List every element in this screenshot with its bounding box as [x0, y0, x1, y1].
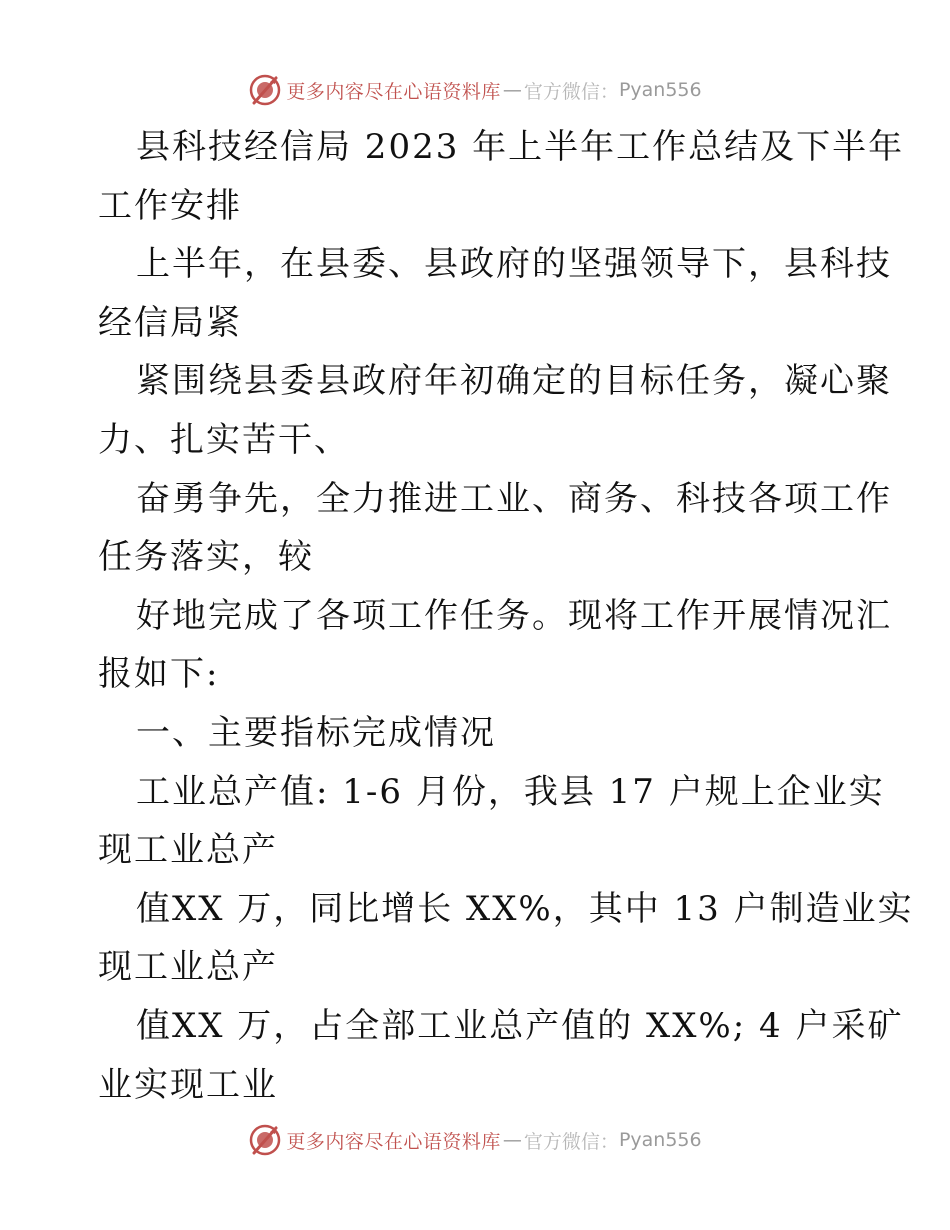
paragraph-line: 任务落实，较 [98, 537, 314, 578]
paragraph-line: 值XX 万，占全部工业总产值的 XX%; 4 户采矿 [136, 1005, 904, 1046]
doc-title-line-1: 县科技经信局 2023 年上半年工作总结及下半年 [136, 127, 905, 167]
watermark-separator: — [502, 79, 522, 101]
watermark-separator: — [502, 1129, 522, 1151]
watermark-brand-text: 更多内容尽在心语资料库 [286, 80, 501, 103]
paragraph-line: 经信局紧 [98, 302, 242, 343]
paragraph-line: 现工业总产 [98, 830, 278, 871]
paragraph-line: 工业总产值: 1-6 月份，我县 17 户规上企业实 [136, 771, 885, 812]
watermark-brand-text: 更多内容尽在心语资料库 [286, 1130, 501, 1153]
quill-logo-icon [248, 73, 282, 107]
paragraph-line: 现工业总产 [98, 947, 278, 988]
watermark-header [0, 72, 950, 108]
document-body [98, 118, 914, 1114]
watermark-label: 官方微信： [523, 80, 619, 103]
watermark-wechat-id: Pyan556 [618, 79, 702, 101]
paragraph-line: 值XX 万，同比增长 XX%，其中 13 户制造业实 [136, 888, 914, 929]
paragraph-line: 报如下: [98, 654, 220, 695]
watermark-label: 官方微信： [523, 1130, 619, 1153]
paragraph-line: 好地完成了各项工作任务。现将工作开展情况汇 [136, 595, 892, 636]
paragraph-line: 力、扎实苦干、 [98, 419, 350, 460]
section-heading: 一、主要指标完成情况 [136, 712, 496, 753]
watermark-footer [0, 1122, 950, 1158]
paragraph-line: 业实现工业 [98, 1064, 278, 1105]
paragraph-line: 奋勇争先，全力推进工业、商务、科技各项工作 [136, 478, 892, 519]
watermark-wechat-id: Pyan556 [618, 1129, 702, 1151]
paragraph-line: 上半年，在县委、县政府的坚强领导下，县科技 [136, 244, 892, 285]
quill-logo-icon [248, 1123, 282, 1157]
doc-title-line-2: 工作安排 [98, 185, 242, 226]
paragraph-line: 紧围绕县委县政府年初确定的目标任务，凝心聚 [136, 361, 892, 402]
